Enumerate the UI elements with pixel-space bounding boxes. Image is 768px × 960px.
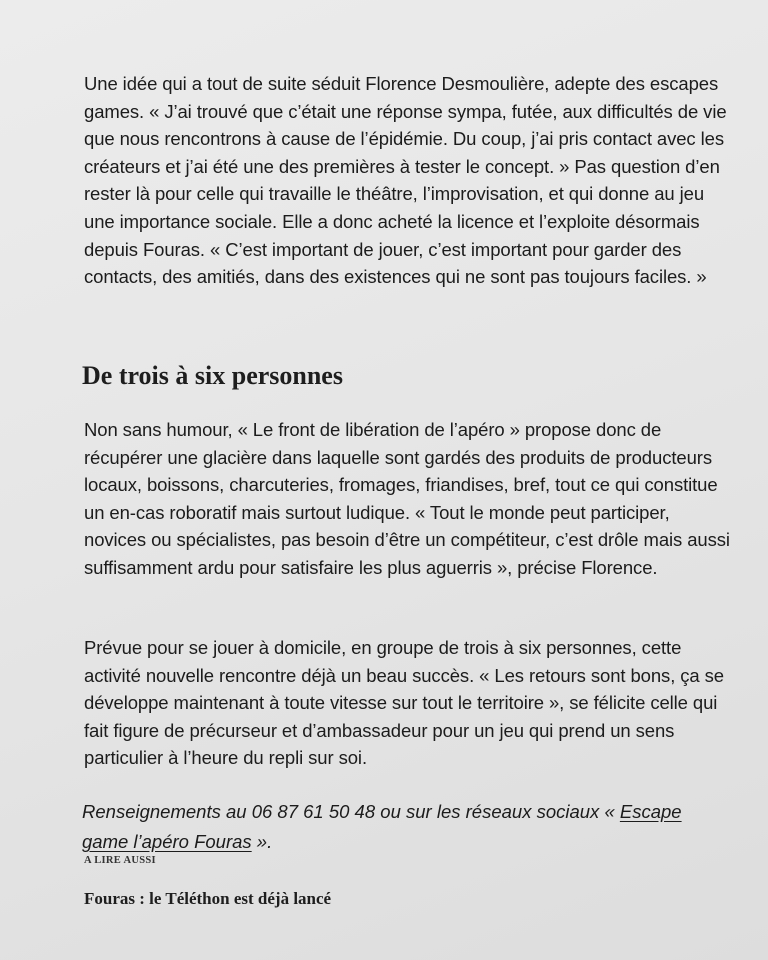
also-read-label: A LIRE AUSSI [84,855,156,866]
contact-info-end: ». [251,831,273,852]
section-heading: De trois à six personnes [82,361,343,390]
social-link[interactable]: Escape game l’apéro Fouras [82,801,682,852]
article-paragraph-1: Une idée qui a tout de suite séduit Florence Desmoulière, adepte des escapes games. « J’ai trouvé que c’était une réponse sympa, futée, aux difficultés de vie que nous rencontrons à cause de l’épidémie. Du coup, j’ai pris contact avec les créateurs et j’ai été une des premières à tester le concept. » Pas question d’en rester là pour celle qui travaille le théâtre, l’improvisation, et qui donne au jeu une importance sociale. Elle a donc acheté la licence et l’exploite désormais depuis Fouras. « C’est important de jouer, c’est important pour garder des contacts, des amitiés, dans des existences qui ne sont pas toujours faciles. » [84,73,727,288]
contact-info [82,797,732,857]
related-article-link[interactable]: Fouras : le Téléthon est déjà lancé [84,889,332,908]
contact-info-text: Renseignements au 06 87 61 50 48 ou sur les réseaux sociaux « [82,801,620,822]
article-paragraph-2: Non sans humour, « Le front de libération de l’apéro » propose donc de récupérer une glacière dans laquelle sont gardés des produits de producteurs locaux, boissons, charcuteries, fromages, friandises, bref, tout ce qui constitue un en-cas roboratif mais surtout ludique. « Tout le monde peut participer, novices ou spécialistes, pas besoin d’être un compétiteur, c’est drôle mais aussi suffisamment ardu pour satisfaire les plus aguerris », précise Florence. [84,419,730,578]
article-paragraph-3: Prévue pour se jouer à domicile, en groupe de trois à six personnes, cette activité nouvelle rencontre déjà un beau succès. « Les retours sont bons, ça se développe maintenant à toute vitesse sur tout le territoire », se félicite celle qui fait figure de précurseur et d’ambassadeur pour un jeu qui prend un sens particulier à l’heure du repli sur soi. [84,637,724,769]
